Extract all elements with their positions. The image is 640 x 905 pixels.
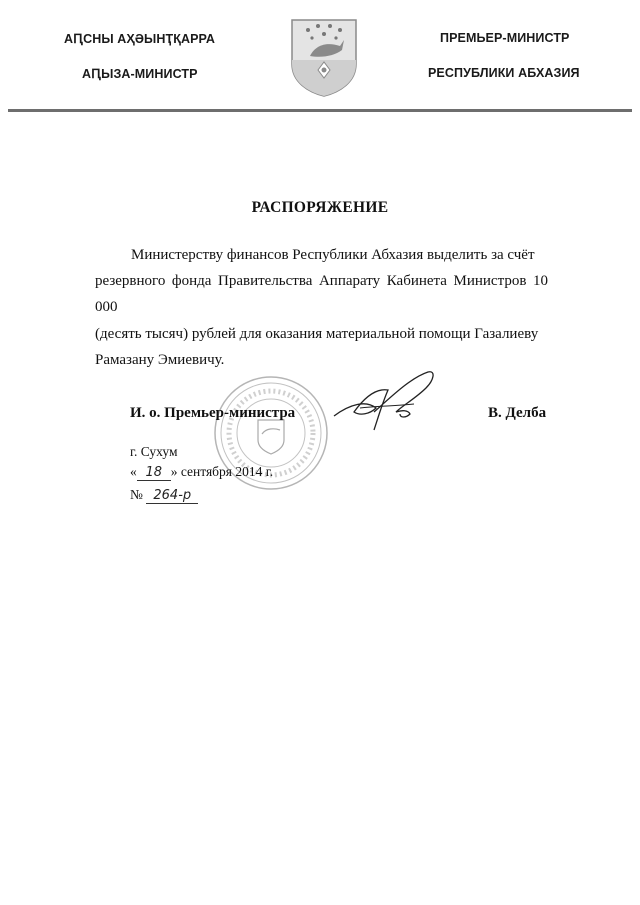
header-right-line1: ПРЕМЬЕР-МИНИСТР — [440, 31, 570, 45]
body-line-2: резервного фонда Правительства Аппарату Кабинета Министров 10 000 — [95, 273, 548, 316]
document-body — [95, 242, 548, 373]
header-left-line1: АԤСНЫ АҲӘЫНҬҚАРРА — [64, 32, 216, 46]
header-divider — [8, 109, 632, 112]
header-right-line2: РЕСПУБЛИКИ АБХАЗИЯ — [428, 66, 580, 80]
signer-position: И. о. Премьер-министра — [130, 405, 296, 421]
date-suffix: » сентября 2014 г. — [170, 464, 274, 479]
document-title: РАСПОРЯЖЕНИЕ — [251, 199, 389, 216]
number-prefix: № — [130, 487, 143, 502]
number-line — [130, 487, 198, 504]
city-label: г. Сухум — [130, 444, 178, 459]
date-line — [130, 464, 273, 481]
signature-icon — [330, 368, 445, 438]
body-line-3: (десять тысяч) рублей для оказания материальной помощи Газалиеву — [95, 325, 539, 342]
body-line-1: Министерству финансов Республики Абхазия выделить за счёт — [131, 247, 535, 263]
header-left-line2: АԤЫЗА-МИНИСТР — [82, 67, 198, 81]
date-day: 18 — [137, 465, 171, 481]
date-prefix: « — [130, 464, 137, 479]
emblem-icon — [288, 16, 360, 98]
body-line-4: Рамазану Эмиевичу. — [95, 351, 225, 368]
document-number: 264-р — [146, 488, 198, 504]
signer-name: В. Делба — [488, 405, 547, 421]
